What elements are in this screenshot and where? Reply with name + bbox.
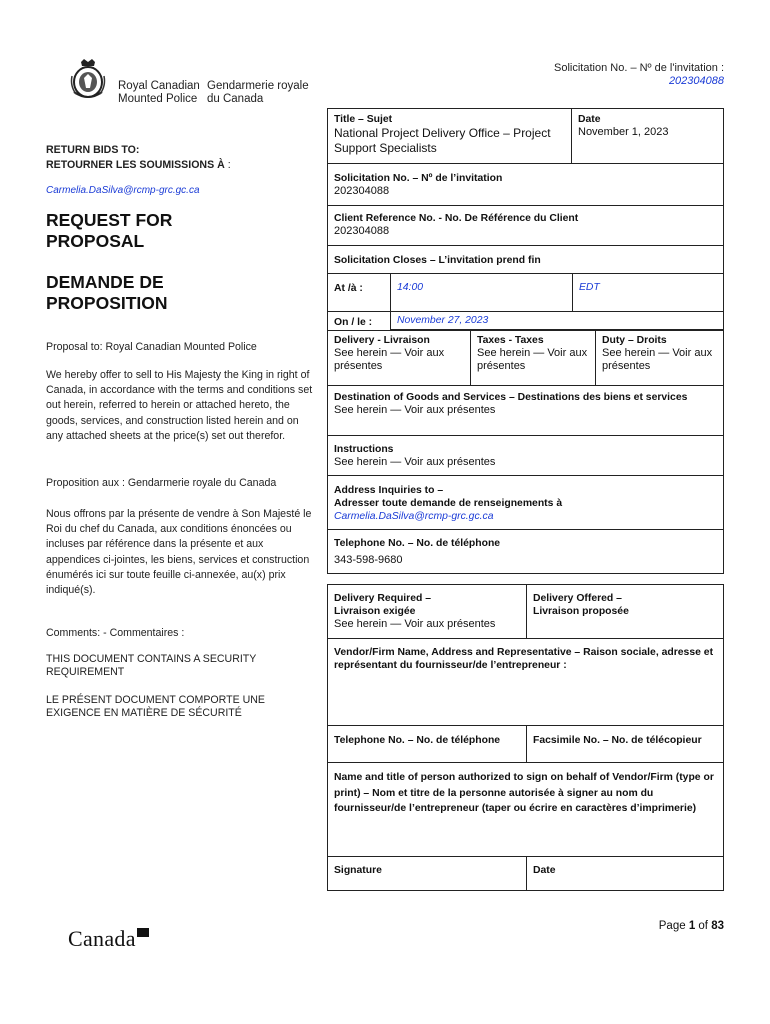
client-ref-value: 202304088 [334,225,390,237]
closes-label: Solicitation Closes – L’invitation prend fin [334,255,541,266]
solicitation-header-label: Solicitation No. – Nº de l'invitation : [554,62,724,74]
timezone-value: EDT [579,282,600,293]
delivery-required-row [327,584,724,639]
instructions-row [327,436,724,476]
client-ref-row [327,206,724,246]
at-time-value: 14:00 [397,282,424,293]
vendor-label: Vendor/Firm Name, Address and Representative – Raison sociale, adresse et représentant du fournisseur/de l’entrepreneur : [334,647,714,671]
delivery-required-label-1: Delivery Required – [334,593,432,604]
vendor-row [327,639,724,726]
tel-value: 343-598-9680 [334,554,403,566]
return-email-link[interactable]: Carmelia.DaSilva@rcmp-grc.gc.ca [46,185,200,196]
inquiries-row [327,476,724,530]
destination-value: See herein — Voir aux présentes [334,404,496,416]
duty-label: Duty – Droits [602,335,667,346]
sol-row [327,164,724,206]
proposition-aux: Proposition aux : Gendarmerie royale du Canada [46,477,277,489]
delivery-label: Delivery - Livraison [334,335,430,346]
delivery-row [327,330,724,386]
on-date-value: November 27, 2023 [397,315,489,326]
sol-value: 202304088 [334,185,390,197]
signature-row [327,856,724,891]
security-text-fr: LE PRÉSENT DOCUMENT COMPORTE UNE EXIGENCE EN MATIÈRE DE SÉCURITÉ [46,694,265,719]
inquiries-email-link[interactable]: Carmelia.DaSilva@rcmp-grc.gc.ca [334,511,494,522]
title-value: National Project Delivery Office – Project Support Specialists [334,126,551,155]
rfp-title: REQUEST FOR PROPOSAL [46,210,173,251]
solicitation-header [554,62,724,88]
org-name-en: Royal Canadian Mounted Police [118,80,200,105]
taxes-label: Taxes - Taxes [477,335,544,346]
date-value: November 1, 2023 [578,126,669,138]
vendor-fax-label: Facsimile No. – No. de télécopieur [533,735,702,746]
page-number: Page 1 of 83 [658,920,724,932]
inquiries-label-2: Adresser toute demande de renseignements à [334,498,563,509]
return-bids: RETURN BIDS TO: RETOURNER LES SOUMISSIONS À : [46,144,231,171]
tel-label: Telephone No. – No. de téléphone [334,538,501,549]
instructions-value: See herein — Voir aux présentes [334,456,496,468]
vendor-tel-label: Telephone No. – No. de téléphone [334,735,501,746]
rcmp-crest-icon [68,58,108,104]
sol-label: Solicitation No. – Nº de l’invitation [334,173,503,184]
on-row [327,312,724,330]
offer-text-fr: Nous offrons par la présente de vendre à Son Majesté le Roi du chef du Canada, aux conditions énoncées ou incluses par référence dans la présente et aux appendices ci-jointes, les biens, services et construction énumérés ici sur toute feuille ci-annexée, au(x) prix indiqué(s). [46,508,312,597]
flag-icon [137,928,149,937]
tel-row [327,530,724,574]
title-row [327,108,724,164]
canada-wordmark: Canada [68,926,149,952]
delivery-required-label-2: Livraison exigée [334,606,416,617]
signature-date-label: Date [533,865,556,876]
on-label: On / le : [334,317,373,328]
closes-row [327,246,724,274]
at-label: At /à : [334,283,363,294]
security-text-en: THIS DOCUMENT CONTAINS A SECURITY REQUIREMENT [46,653,257,678]
org-name-fr: Gendarmerie royale du Canada [207,80,309,105]
proposal-to: Proposal to: Royal Canadian Mounted Police [46,341,257,353]
solicitation-form [327,108,724,891]
date-cell [571,109,723,163]
comments-label: Comments: - Commentaires : [46,627,185,639]
delivery-offered-label-1: Delivery Offered – [533,593,622,604]
delivery-value: See herein — Voir aux présentes [334,347,445,372]
inquiries-label-1: Address Inquiries to – [334,485,444,496]
at-row [327,274,724,312]
delivery-offered-label-2: Livraison proposée [533,606,629,617]
authorized-row [327,763,724,856]
offer-text-en: We hereby offer to sell to His Majesty the King in right of Canada, in accordance with the terms and conditions set out herein, referred to herein or attached hereto, the goods, services, and construction listed herein and on any attached sheets at the price(s) set out therefor. [46,369,313,442]
duty-value: See herein — Voir aux présentes [602,347,713,372]
destination-label: Destination of Goods and Services – Destinations des biens et services [334,392,688,403]
client-ref-label: Client Reference No. - No. De Référence du Client [334,213,579,224]
vendor-contact-row [327,726,724,763]
dp-title: DEMANDE DE PROPOSITION [46,272,168,313]
signature-label: Signature [334,865,382,876]
instructions-label: Instructions [334,444,394,455]
solicitation-header-number: 202304088 [668,75,724,87]
taxes-value: See herein — Voir aux présentes [477,347,588,372]
title-cell [328,109,571,163]
date-label: Date [578,114,601,125]
title-label: Title – Sujet [334,114,393,125]
delivery-required-value: See herein — Voir aux présentes [334,618,496,630]
authorized-label: Name and title of person authorized to sign on behalf of Vendor/Firm (type or print) – Nom et titre de la personne autorisée à signer au nom du fournisseur/de l’entrepreneur (taper ou écrire en caractères d’imprimerie) [334,772,714,814]
destination-row [327,385,724,436]
